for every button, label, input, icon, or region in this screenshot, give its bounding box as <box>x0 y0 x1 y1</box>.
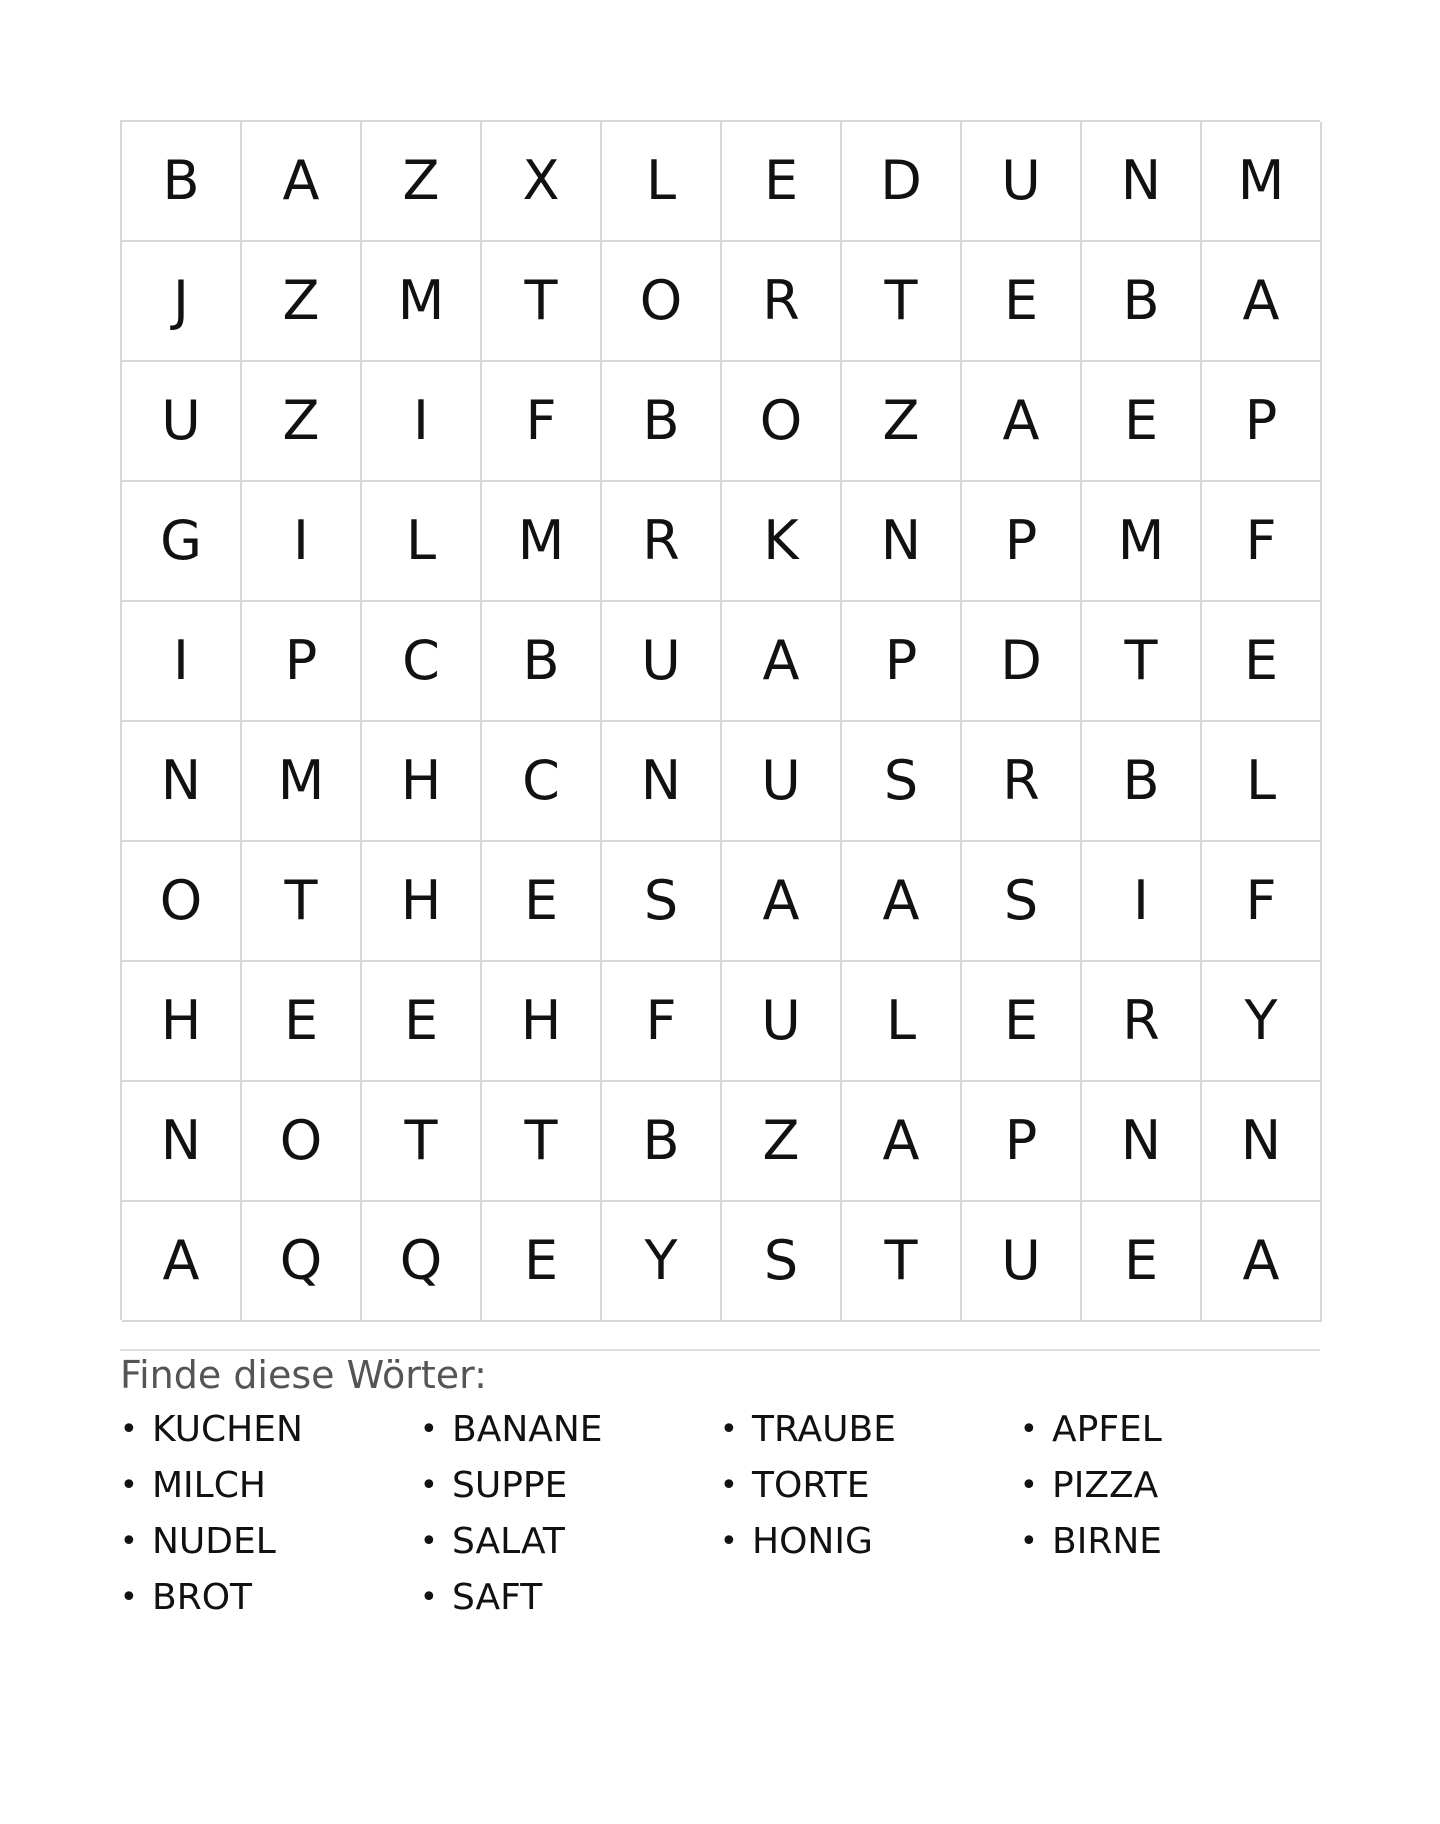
grid-cell[interactable]: R <box>962 722 1082 842</box>
bullet-icon: • <box>720 1412 738 1447</box>
grid-cell[interactable]: A <box>722 842 842 962</box>
grid-cell[interactable]: F <box>602 962 722 1082</box>
grid-cell[interactable]: H <box>482 962 602 1082</box>
word-list-item <box>720 1410 896 1450</box>
grid-cell[interactable]: F <box>1202 842 1322 962</box>
word-list-item <box>120 1578 252 1618</box>
word-list-item <box>720 1522 873 1562</box>
grid-cell[interactable]: Z <box>242 242 362 362</box>
grid-cell[interactable]: P <box>842 602 962 722</box>
grid-cell[interactable]: Z <box>362 122 482 242</box>
grid-cell[interactable]: N <box>122 722 242 842</box>
word-label: NUDEL <box>152 1521 276 1562</box>
word-label: HONIG <box>752 1521 873 1562</box>
grid-cell[interactable]: E <box>722 122 842 242</box>
grid-cell[interactable]: X <box>482 122 602 242</box>
word-label: SUPPE <box>452 1465 568 1506</box>
grid-cell[interactable]: S <box>842 722 962 842</box>
grid-cell[interactable]: D <box>962 602 1082 722</box>
grid-cell[interactable]: K <box>722 482 842 602</box>
grid-cell[interactable]: E <box>482 842 602 962</box>
grid-cell[interactable]: L <box>842 962 962 1082</box>
bullet-icon: • <box>1020 1412 1038 1447</box>
word-label: MILCH <box>152 1465 266 1506</box>
grid-cell[interactable]: U <box>962 122 1082 242</box>
grid-cell[interactable]: A <box>842 1082 962 1202</box>
instructions-heading: Finde diese Wörter: <box>120 1353 487 1397</box>
grid-cell[interactable]: U <box>122 362 242 482</box>
grid-cell[interactable]: M <box>242 722 362 842</box>
grid-cell[interactable]: T <box>842 1202 962 1322</box>
grid-cell[interactable]: S <box>722 1202 842 1322</box>
grid-cell[interactable]: N <box>1082 122 1202 242</box>
grid-cell[interactable]: E <box>1202 602 1322 722</box>
grid-cell[interactable]: Z <box>722 1082 842 1202</box>
grid-cell[interactable]: F <box>1202 482 1322 602</box>
grid-cell[interactable]: F <box>482 362 602 482</box>
word-list-item <box>1020 1466 1158 1506</box>
grid-cell[interactable]: A <box>722 602 842 722</box>
grid-cell[interactable]: T <box>362 1082 482 1202</box>
grid-cell[interactable]: T <box>482 1082 602 1202</box>
grid-cell[interactable]: N <box>1082 1082 1202 1202</box>
word-label: PIZZA <box>1052 1465 1159 1506</box>
grid-cell[interactable]: R <box>722 242 842 362</box>
word-label: TORTE <box>752 1465 870 1506</box>
grid-cell[interactable]: Y <box>1202 962 1322 1082</box>
grid-cell[interactable]: M <box>1082 482 1202 602</box>
grid-cell[interactable]: E <box>362 962 482 1082</box>
grid-cell[interactable]: U <box>722 722 842 842</box>
grid-cell[interactable]: J <box>122 242 242 362</box>
grid-cell[interactable]: I <box>1082 842 1202 962</box>
bullet-icon: • <box>1020 1524 1038 1559</box>
grid-cell[interactable]: M <box>482 482 602 602</box>
grid-cell[interactable]: O <box>722 362 842 482</box>
grid-cell[interactable]: P <box>962 482 1082 602</box>
grid-cell[interactable]: D <box>842 122 962 242</box>
grid-cell[interactable]: C <box>362 602 482 722</box>
grid-cell[interactable]: U <box>602 602 722 722</box>
grid-cell[interactable]: P <box>1202 362 1322 482</box>
word-label: SAFT <box>452 1577 543 1618</box>
word-list-item <box>1020 1410 1162 1450</box>
grid-cell[interactable]: M <box>362 242 482 362</box>
grid-cell[interactable]: A <box>1202 1202 1322 1322</box>
word-label: KUCHEN <box>152 1409 303 1450</box>
grid-cell[interactable]: E <box>1082 362 1202 482</box>
grid-cell[interactable]: P <box>242 602 362 722</box>
word-list-item <box>120 1522 276 1562</box>
grid-cell[interactable]: E <box>962 242 1082 362</box>
grid-cell[interactable]: E <box>242 962 362 1082</box>
word-list-item <box>720 1466 869 1506</box>
grid-cell[interactable]: M <box>1202 122 1322 242</box>
bullet-icon: • <box>1020 1468 1038 1503</box>
word-label: BANANE <box>452 1409 603 1450</box>
grid-cell[interactable]: O <box>602 242 722 362</box>
bullet-icon: • <box>420 1580 438 1615</box>
grid-cell[interactable]: S <box>962 842 1082 962</box>
word-list-item <box>1020 1522 1162 1562</box>
grid-cell[interactable]: Q <box>242 1202 362 1322</box>
grid-cell[interactable]: O <box>242 1082 362 1202</box>
grid-cell[interactable]: L <box>1202 722 1322 842</box>
grid-cell[interactable]: E <box>962 962 1082 1082</box>
word-label: APFEL <box>1052 1409 1162 1450</box>
word-label: TRAUBE <box>752 1409 896 1450</box>
grid-cell[interactable]: R <box>1082 962 1202 1082</box>
grid-cell[interactable]: B <box>1082 242 1202 362</box>
grid-cell[interactable]: B <box>482 602 602 722</box>
grid-cell[interactable]: S <box>602 842 722 962</box>
grid-cell[interactable]: A <box>242 122 362 242</box>
grid-cell[interactable]: G <box>122 482 242 602</box>
grid-cell[interactable]: T <box>1082 602 1202 722</box>
grid-cell[interactable]: U <box>722 962 842 1082</box>
grid-cell[interactable]: I <box>122 602 242 722</box>
grid-cell[interactable]: H <box>362 842 482 962</box>
bullet-icon: • <box>420 1468 438 1503</box>
grid-cell[interactable]: A <box>1202 242 1322 362</box>
grid-cell[interactable]: P <box>962 1082 1082 1202</box>
word-list-item <box>420 1466 567 1506</box>
grid-cell[interactable]: C <box>482 722 602 842</box>
bullet-icon: • <box>720 1468 738 1503</box>
grid-cell[interactable]: L <box>602 122 722 242</box>
grid-cell[interactable]: U <box>962 1202 1082 1322</box>
bullet-icon: • <box>120 1524 138 1559</box>
divider <box>120 1349 1320 1351</box>
grid-cell[interactable]: A <box>122 1202 242 1322</box>
bullet-icon: • <box>420 1412 438 1447</box>
grid-cell[interactable]: B <box>602 362 722 482</box>
bullet-icon: • <box>120 1580 138 1615</box>
grid-cell[interactable]: A <box>962 362 1082 482</box>
grid-cell[interactable]: Z <box>842 362 962 482</box>
grid-cell[interactable]: L <box>362 482 482 602</box>
word-list-item <box>120 1466 266 1506</box>
grid-cell[interactable]: N <box>122 1082 242 1202</box>
grid-cell[interactable]: I <box>242 482 362 602</box>
grid-cell[interactable]: I <box>362 362 482 482</box>
grid-cell[interactable]: Q <box>362 1202 482 1322</box>
word-label: BIRNE <box>1052 1521 1163 1562</box>
grid-cell[interactable]: T <box>242 842 362 962</box>
grid-cell[interactable]: A <box>842 842 962 962</box>
bullet-icon: • <box>720 1524 738 1559</box>
word-label: SALAT <box>452 1521 565 1562</box>
grid-cell[interactable]: E <box>1082 1202 1202 1322</box>
grid-cell[interactable]: O <box>122 842 242 962</box>
word-label: BROT <box>152 1577 253 1618</box>
grid-cell[interactable]: N <box>1202 1082 1322 1202</box>
word-list <box>120 1410 1320 1650</box>
grid-cell[interactable]: T <box>842 242 962 362</box>
grid-cell[interactable]: Z <box>242 362 362 482</box>
word-search-grid <box>120 120 1320 1320</box>
bullet-icon: • <box>420 1524 438 1559</box>
word-list-item <box>420 1410 603 1450</box>
grid-cell[interactable]: T <box>482 242 602 362</box>
grid-cell[interactable]: H <box>362 722 482 842</box>
grid-cell[interactable]: R <box>602 482 722 602</box>
grid-cell[interactable]: N <box>602 722 722 842</box>
grid-cell[interactable]: N <box>842 482 962 602</box>
word-list-item <box>120 1410 303 1450</box>
bullet-icon: • <box>120 1412 138 1447</box>
grid-cell[interactable]: H <box>122 962 242 1082</box>
grid-cell[interactable]: E <box>482 1202 602 1322</box>
bullet-icon: • <box>120 1468 138 1503</box>
word-list-item <box>420 1578 542 1618</box>
grid-cell[interactable]: B <box>1082 722 1202 842</box>
grid-cell[interactable]: B <box>122 122 242 242</box>
grid-cell[interactable]: B <box>602 1082 722 1202</box>
word-list-item <box>420 1522 565 1562</box>
grid-cell[interactable]: Y <box>602 1202 722 1322</box>
